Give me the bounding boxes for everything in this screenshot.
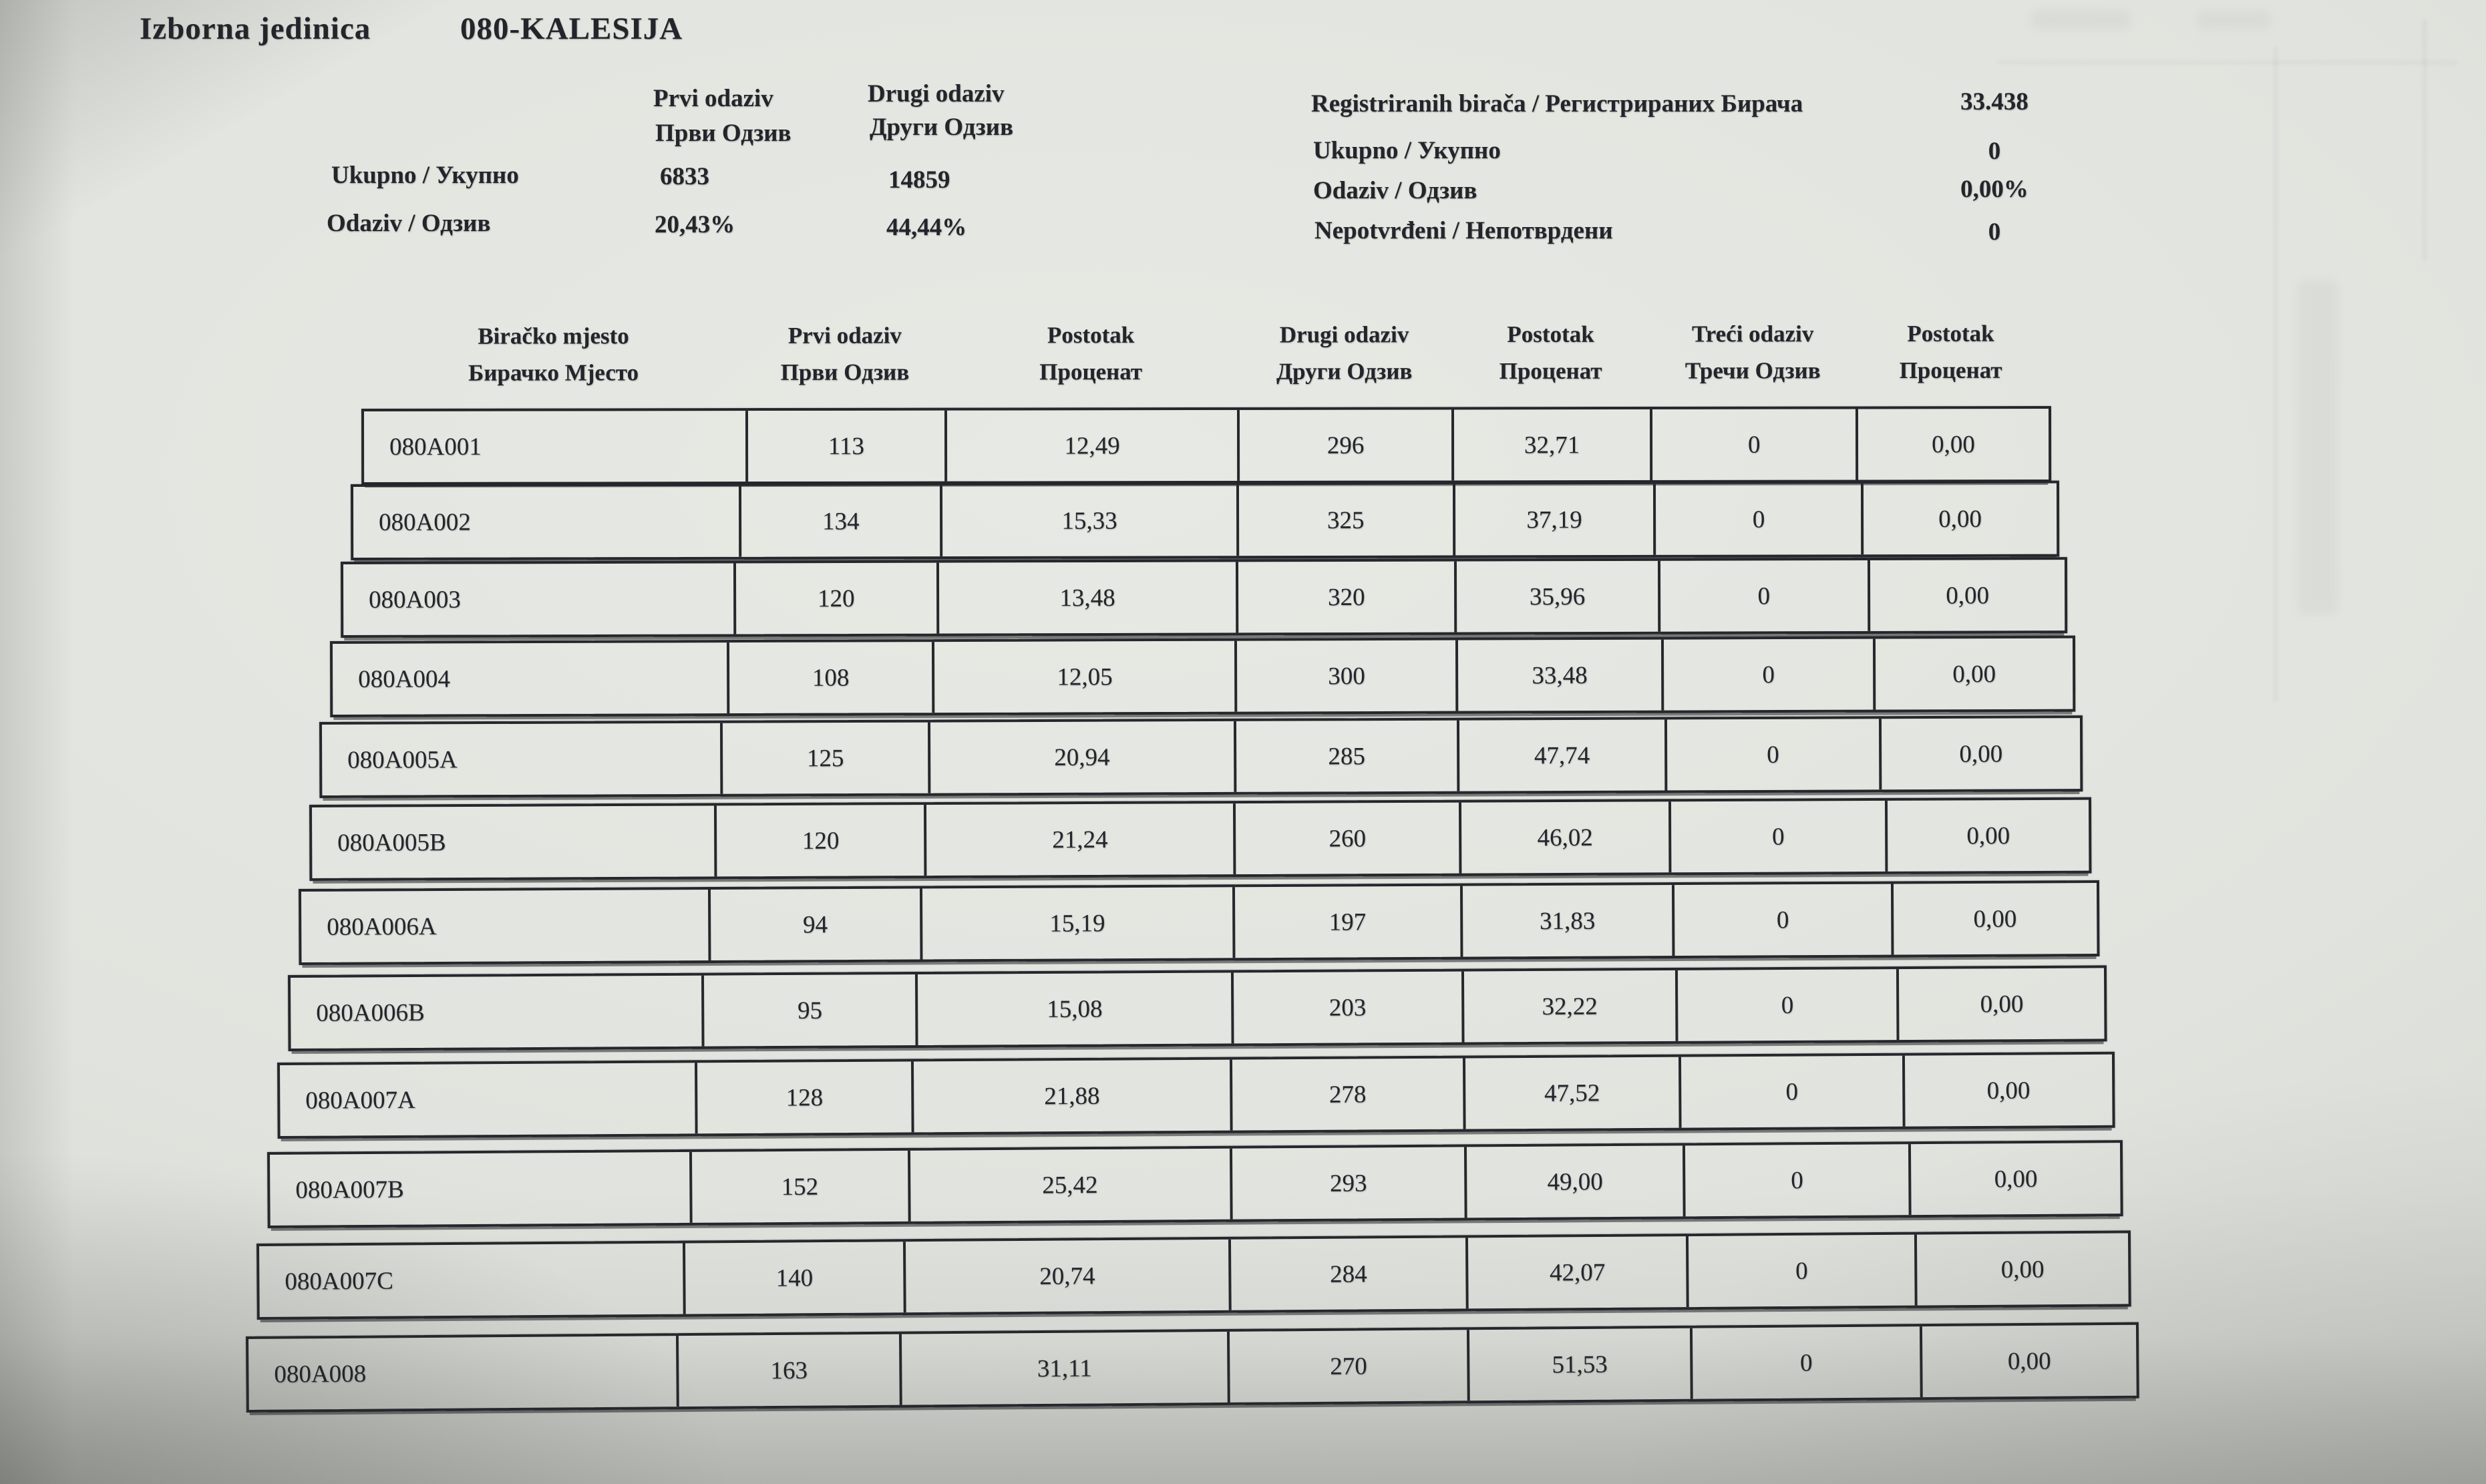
column-header-latin: Treći odaziv bbox=[1691, 321, 1814, 347]
polling-station-cell: 080A004 bbox=[333, 642, 729, 715]
summary-right-registered-label: Registriranih birača / Регистрираних Бирача bbox=[1311, 90, 1803, 118]
value-cell: 0 bbox=[1674, 884, 1894, 956]
column-header-latin: Postotak bbox=[1507, 321, 1594, 348]
value-cell: 120 bbox=[717, 805, 926, 876]
table-row bbox=[267, 1140, 2123, 1228]
value-cell: 0,00 bbox=[1959, 739, 2003, 768]
column-header-latin: Biračko mjesto bbox=[478, 323, 629, 349]
value-cell: 15,19 bbox=[922, 887, 1235, 959]
table-row bbox=[288, 965, 2107, 1051]
value-cell: 32,71 bbox=[1454, 409, 1653, 480]
column-header-cyrillic: Тречи Одзив bbox=[1684, 357, 1821, 384]
bleed-through-ghost bbox=[2423, 20, 2426, 260]
value-cell: 20,74 bbox=[906, 1240, 1232, 1312]
value-cell: 325 bbox=[1239, 485, 1455, 556]
polling-station-cell: 080A007B bbox=[270, 1152, 692, 1226]
summary-left-odaziv-value1: 20,43% bbox=[655, 211, 735, 238]
value-cell: 0 bbox=[1652, 409, 1858, 480]
polling-station-cell: 080A008 bbox=[248, 1336, 679, 1410]
value-cell: 49,00 bbox=[1467, 1146, 1686, 1218]
table-row bbox=[256, 1230, 2131, 1320]
value-cell: 94 bbox=[711, 888, 923, 960]
bleed-through-ghost bbox=[2298, 281, 2338, 614]
value-cell: 13,48 bbox=[938, 562, 1238, 634]
summary-left-ukupno-value2: 14859 bbox=[888, 166, 950, 194]
summary-right-odaziv-value: 0,00% bbox=[1960, 176, 2028, 203]
value-cell: 15,08 bbox=[918, 972, 1234, 1045]
table-header bbox=[361, 315, 2046, 391]
value-cell: 0,00 bbox=[1952, 660, 1996, 688]
bleed-through-ghost bbox=[2030, 9, 2131, 29]
value-cell: 113 bbox=[748, 411, 947, 482]
table-row bbox=[246, 1322, 2139, 1413]
value-cell: 0 bbox=[1682, 1056, 1906, 1128]
value-cell: 0 bbox=[1670, 800, 1888, 872]
summary-right-ukupno-value: 0 bbox=[1988, 138, 2001, 165]
value-cell: 46,02 bbox=[1461, 801, 1670, 873]
column-header bbox=[1650, 315, 1855, 389]
value-cell: 33,48 bbox=[1458, 639, 1664, 711]
value-cell: 35,96 bbox=[1457, 561, 1660, 632]
polling-station-cell: 080A006A bbox=[301, 890, 711, 962]
value-cell: 270 bbox=[1230, 1330, 1471, 1403]
value-cell: 0,00 bbox=[1986, 1077, 2030, 1105]
polling-station-cell: 080A003 bbox=[343, 564, 736, 636]
summary-right-nepotvrdjeni-label: Nepotvrđeni / Непотврдени bbox=[1314, 217, 1613, 244]
value-cell: 31,11 bbox=[902, 1332, 1230, 1405]
polling-station-cell: 080A005B bbox=[312, 805, 717, 878]
value-cell: 163 bbox=[679, 1334, 902, 1407]
polling-station-cell: 080A001 bbox=[364, 411, 748, 482]
value-cell: 0,00 bbox=[1966, 821, 2010, 850]
value-cell: 42,07 bbox=[1468, 1236, 1689, 1308]
value-cell: 120 bbox=[735, 563, 938, 634]
polling-station-cell: 080A007A bbox=[280, 1063, 698, 1136]
polling-station-cell: 080A007C bbox=[259, 1244, 686, 1317]
value-cell: 125 bbox=[723, 722, 930, 793]
value-cell: 12,05 bbox=[934, 640, 1238, 712]
value-cell: 20,94 bbox=[930, 721, 1236, 793]
value-cell: 47,52 bbox=[1465, 1057, 1682, 1129]
summary-left-ukupno-value1: 6833 bbox=[660, 163, 709, 190]
table-row bbox=[361, 406, 2051, 485]
value-cell: 32,22 bbox=[1464, 970, 1678, 1043]
bleed-through-ghost bbox=[2197, 11, 2271, 29]
value-cell: 51,53 bbox=[1469, 1328, 1693, 1401]
value-cell: 0 bbox=[1678, 969, 1900, 1041]
value-cell: 0,00 bbox=[1973, 904, 2017, 933]
value-cell: 278 bbox=[1233, 1059, 1466, 1131]
column-header-latin: Drugi odaziv bbox=[1279, 321, 1409, 348]
column-header-cyrillic: Проценат bbox=[1039, 358, 1143, 385]
column-header-cyrillic: Проценат bbox=[1899, 357, 2002, 383]
value-cell: 21,24 bbox=[926, 803, 1236, 876]
summary-right-ukupno-label: Ukupno / Укупно bbox=[1313, 137, 1501, 164]
summary-left-col2-cyrillic: Други Одзив bbox=[870, 114, 1014, 141]
value-cell: 0,00 bbox=[1980, 990, 2024, 1018]
value-cell: 300 bbox=[1237, 640, 1458, 711]
polling-station-cell: 080A005A bbox=[322, 723, 723, 795]
column-header bbox=[944, 317, 1238, 391]
summary-left-odaziv-value2: 44,44% bbox=[886, 214, 967, 241]
table-row bbox=[277, 1052, 2115, 1139]
table-row bbox=[330, 635, 2075, 717]
column-header bbox=[1237, 316, 1451, 390]
column-header-cyrillic: Други Одзив bbox=[1276, 358, 1413, 385]
polling-station-cell: 080A006B bbox=[291, 975, 705, 1048]
summary-right-odaziv-label: Odaziv / Одзив bbox=[1313, 177, 1477, 204]
value-cell: 21,88 bbox=[914, 1060, 1233, 1133]
value-cell: 0,00 bbox=[1945, 582, 1989, 610]
polling-station-cell: 080A002 bbox=[353, 486, 742, 558]
value-cell: 0,00 bbox=[2008, 1347, 2052, 1375]
value-cell: 15,33 bbox=[942, 485, 1239, 556]
table-row bbox=[351, 481, 2059, 560]
value-cell: 197 bbox=[1234, 886, 1463, 958]
summary-left-odaziv-label: Odaziv / Одзив bbox=[327, 210, 491, 237]
column-header-cyrillic: Први Одзив bbox=[780, 359, 910, 385]
column-header bbox=[361, 317, 745, 391]
summary-left-col1-cyrillic: Први Одзив bbox=[655, 120, 791, 147]
value-cell: 31,83 bbox=[1463, 885, 1675, 957]
value-cell: 0 bbox=[1667, 719, 1882, 790]
value-cell: 293 bbox=[1232, 1147, 1467, 1220]
value-cell: 37,19 bbox=[1455, 484, 1656, 556]
value-cell: 0 bbox=[1693, 1326, 1924, 1399]
value-cell: 108 bbox=[729, 642, 935, 713]
value-cell: 47,74 bbox=[1459, 719, 1667, 791]
value-cell: 134 bbox=[742, 486, 943, 557]
column-header-cyrillic: Проценат bbox=[1499, 357, 1602, 385]
value-cell: 95 bbox=[704, 974, 918, 1047]
value-cell: 0,00 bbox=[2000, 1255, 2045, 1284]
summary-right-nepotvrdjeni-value: 0 bbox=[1988, 218, 2001, 246]
value-cell: 320 bbox=[1238, 562, 1457, 633]
summary-left-col1-latin: Prvi odaziv bbox=[653, 85, 773, 112]
column-header-cyrillic: Бирачко Мјесто bbox=[468, 359, 639, 386]
table-row bbox=[309, 797, 2091, 880]
value-cell: 12,49 bbox=[947, 410, 1240, 482]
value-cell: 0,00 bbox=[1932, 430, 1975, 458]
value-cell: 128 bbox=[698, 1062, 914, 1134]
value-cell: 140 bbox=[685, 1242, 906, 1314]
table-row bbox=[341, 557, 2067, 638]
column-header-latin: Postotak bbox=[1907, 320, 1994, 347]
table-row bbox=[319, 715, 2083, 798]
page-title-value: 080-KALESIJA bbox=[460, 11, 683, 46]
value-cell: 25,42 bbox=[910, 1149, 1232, 1222]
value-cell: 0,00 bbox=[1994, 1165, 2038, 1193]
value-cell: 0 bbox=[1660, 560, 1870, 632]
value-cell: 285 bbox=[1236, 720, 1460, 791]
column-header bbox=[1855, 315, 2046, 389]
summary-left-ukupno-label: Ukupno / Укупно bbox=[331, 162, 519, 189]
column-header bbox=[745, 317, 944, 391]
summary-left-col2-latin: Drugi odaziv bbox=[868, 80, 1005, 108]
column-header-latin: Prvi odaziv bbox=[787, 322, 902, 349]
value-cell: 0 bbox=[1685, 1144, 1912, 1216]
bleed-through-ghost bbox=[2274, 47, 2277, 701]
value-cell: 203 bbox=[1234, 971, 1464, 1043]
bleed-through-ghost bbox=[1997, 61, 2458, 63]
value-cell: 284 bbox=[1231, 1238, 1469, 1310]
column-header-latin: Postotak bbox=[1047, 321, 1135, 349]
value-cell: 260 bbox=[1236, 802, 1461, 874]
summary-right-registered-value: 33.438 bbox=[1960, 88, 2028, 116]
column-header bbox=[1451, 316, 1650, 390]
value-cell: 0,00 bbox=[1938, 505, 1982, 533]
table-row bbox=[299, 880, 2099, 965]
value-cell: 296 bbox=[1240, 409, 1453, 481]
page-title-label: Izborna jedinica bbox=[140, 11, 371, 46]
value-cell: 0 bbox=[1689, 1235, 1917, 1307]
value-cell: 0 bbox=[1664, 638, 1876, 710]
value-cell: 0 bbox=[1656, 484, 1864, 556]
value-cell: 152 bbox=[691, 1151, 910, 1223]
